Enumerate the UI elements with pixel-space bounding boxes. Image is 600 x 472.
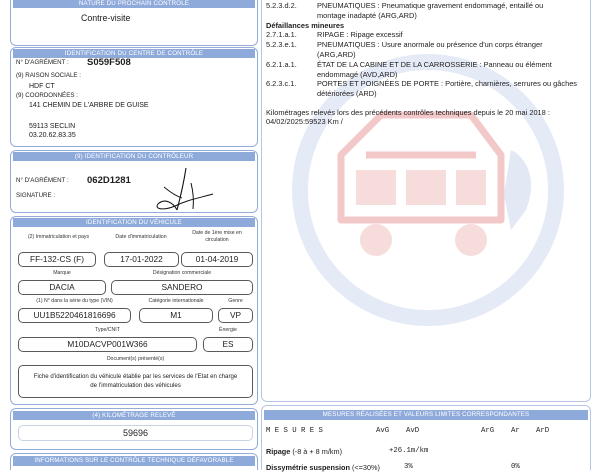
defect-code: 5.2.3.d.2. (266, 1, 297, 10)
unfavorable-header: INFORMATIONS SUR LE CONTRÔLE TECHNIQUE DÉFAVORABLE (13, 456, 255, 466)
center-city: 59113 SECLIN (29, 123, 76, 130)
next-inspection-header: NATURE DU PROCHAIN CONTRÔLE (13, 0, 255, 8)
vin-label: (1) N° dans la série du type (VIN) (36, 298, 113, 304)
measure-name: Ripage (266, 447, 291, 456)
measures-column-header (262, 427, 590, 436)
first-date-label (179, 230, 255, 243)
defects-list (266, 1, 588, 99)
inspector-section (10, 150, 258, 213)
minor-defects-heading: Défaillances mineures (266, 20, 345, 30)
inspector-agrement-label: N° D'AGRÉMENT : (16, 177, 69, 184)
unfavorable-section (10, 453, 258, 470)
first-date-label-line: circulation (205, 236, 229, 243)
category-value: M1 (139, 308, 213, 323)
first-date-value: 01-04-2019 (181, 252, 253, 267)
energy-label: Énergie (219, 327, 237, 333)
mileage-history-entries: 04/02/2025:59523 Km / (266, 117, 343, 127)
center-section (10, 47, 258, 147)
column-arg: ArG (481, 427, 495, 435)
center-address: 141 CHEMIN DE L'ARBRE DE GUISE (29, 102, 149, 109)
defect-text: (ARG,ARD) (317, 49, 356, 59)
defect-text: PORTES ET POIGNÉES DE PORTE : Portière, charnières, serrures ou gâches (317, 79, 577, 89)
first-date-label-line: Date de 1ère mise en (192, 230, 242, 236)
signature-label: SIGNATURE : (16, 192, 56, 199)
mileage-section (10, 408, 258, 450)
type-value: M10DACVP001W366 (18, 337, 197, 352)
defect-line (266, 30, 588, 40)
measures-header: MESURES RÉALISÉES ET VALEURS LIMITES CORRESPONDANTES (264, 410, 588, 420)
measure-label (266, 447, 342, 456)
vehicle-section (10, 216, 258, 405)
next-inspection-section (10, 0, 258, 46)
defects-panel (261, 0, 591, 402)
measures-section (261, 405, 591, 470)
center-raison-value: HDF CT (29, 83, 55, 90)
measure-limit: (-8 à + 8 m/km) (292, 447, 343, 456)
inspector-agrement-value: 062D1281 (87, 175, 131, 186)
brand-label: Marque (53, 270, 71, 276)
center-agrement-value: S059F508 (87, 57, 131, 68)
center-coord-label: (9) COORDONNÉES : (16, 92, 78, 99)
energy-value: ES (203, 337, 253, 352)
defect-item (266, 1, 588, 21)
defect-text: détériorées (ARD) (317, 89, 377, 99)
type-label: Type/CNIT (95, 327, 120, 333)
defect-item (266, 40, 588, 60)
column-ar: Ar (511, 427, 520, 435)
center-raison-label: (9) RAISON SOCIALE : (16, 72, 81, 79)
defect-item (266, 79, 588, 99)
model-label: Désignation commerciale (152, 270, 212, 276)
center-agrement-label: N° D'AGRÉMENT : (16, 59, 69, 66)
defect-text: endommagé (AVD,ARD) (317, 69, 398, 79)
defect-text: montage inadapté (ARG,ARD) (317, 10, 417, 20)
plate-label: (2) Immatriculation et pays (27, 234, 90, 240)
mileage-value: 59696 (18, 425, 253, 441)
mileage-history (266, 108, 550, 127)
defect-item (266, 30, 588, 40)
defect-line (266, 40, 588, 50)
defect-text: PNEUMATIQUES : Usure anormale ou présence d'un corps étranger (317, 40, 543, 50)
column-avg: AvG (376, 427, 390, 435)
defect-line (266, 79, 588, 89)
brand-value: DACIA (18, 280, 106, 295)
vehicle-header: IDENTIFICATION DU VÉHICULE (13, 218, 255, 227)
documents-label: Document(s) présenté(s) (106, 356, 165, 362)
defect-text: ÉTAT DE LA CABINE ET DE LA CARROSSERIE : Panneau ou élément (317, 59, 552, 69)
next-inspection-value: Contre-visite (81, 13, 131, 23)
reg-date-value: 17-01-2022 (104, 252, 179, 267)
measure-value: 3% (404, 463, 413, 471)
column-ard: ArD (536, 427, 550, 435)
defect-text: RIPAGE : Ripage excessif (317, 30, 403, 40)
column-avd: AvD (406, 427, 420, 435)
model-value: SANDERO (111, 280, 253, 295)
measure-row-suspension (262, 463, 590, 472)
category-label: Catégorie internationale (148, 298, 204, 304)
defect-text: PNEUMATIQUES : Pneumatique gravement endommagé, entaillé ou (317, 1, 544, 10)
measure-limit: (<=30%) (351, 463, 380, 472)
reg-date-label: Date d'immatriculation (115, 234, 167, 240)
measure-row-ripage (262, 447, 590, 456)
documents-value (18, 365, 253, 398)
defect-code: 6.2.1.a.1. (266, 59, 297, 69)
measure-value: 0% (511, 463, 520, 471)
measure-value: +26.1m/km (389, 447, 429, 455)
measures-columns-label: M E S U R E S (266, 427, 323, 435)
measure-label (266, 463, 380, 472)
documents-line: Fiche d'identification du véhicule établie par les services de l'Etat en charge (33, 373, 238, 380)
defect-item (266, 60, 588, 80)
signature-image (146, 165, 216, 213)
genre-value: VP (218, 308, 253, 323)
center-header: IDENTIFICATION DU CENTRE DE CONTRÔLE (13, 49, 255, 58)
mileage-header: (4) KILOMÉTRAGE RELEVÉ (13, 411, 255, 420)
plate-value: FF-132-CS (F) (18, 252, 96, 267)
documents-line: de l'immatriculation des véhicules (90, 381, 181, 389)
genre-label: Genre (228, 298, 243, 304)
defect-code: 6.2.3.c.1. (266, 79, 297, 89)
defect-code: 5.2.3.e.1. (266, 40, 297, 50)
defect-line (266, 1, 588, 11)
defect-code: 2.7.1.a.1. (266, 30, 297, 40)
vin-value: UU1B5220461816696 (18, 308, 131, 323)
center-phone: 03.20.62.83.35 (29, 132, 76, 139)
defect-line (266, 60, 588, 70)
inspector-header: (9) IDENTIFICATION DU CONTRÔLEUR (13, 152, 255, 161)
measure-name: Dissymétrie suspension (266, 463, 350, 472)
mileage-history-label: Kilométrages relevés lors des précédents contrôles techniques depuis le 20 mai 2018 : (266, 108, 550, 117)
